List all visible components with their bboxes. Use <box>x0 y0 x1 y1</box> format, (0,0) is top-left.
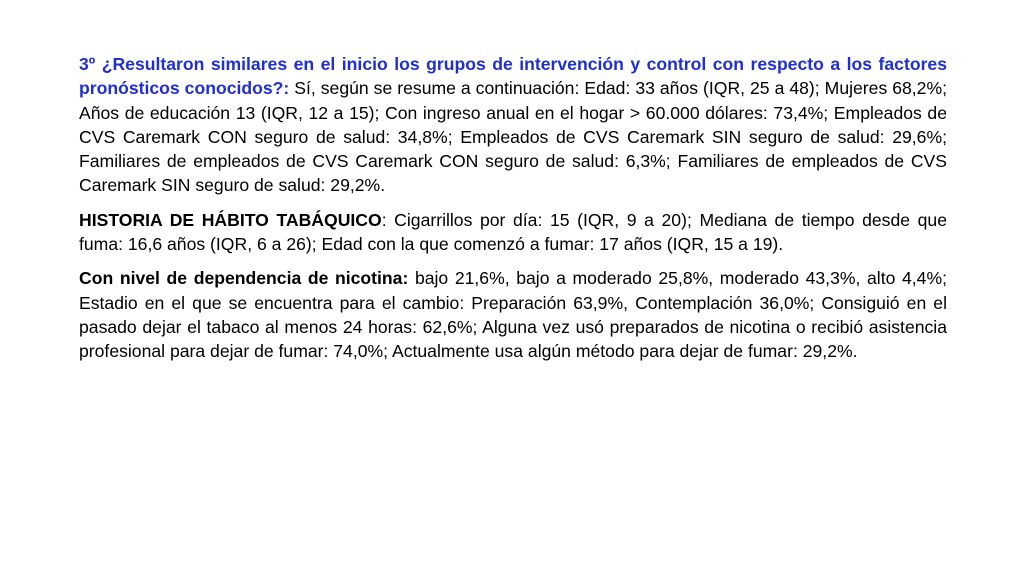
nicotine-dependence-heading: Con nivel de dependencia de nicotina: <box>79 268 409 289</box>
prognostic-factors-text: Sí, según se resume a continuación: Edad: 33 años (IQR, 25 a 48); Mujeres 68,2%; Años de educación 13 (IQR, 12 a 15); Con ingreso anual en el hogar > 60.000 dólares: 73,4%; Empleados de CVS Caremark CON seguro de salud: 34,8%; Empleados de CVS Caremark SIN seguro de salud: 29,6%; Familiares de empleados de CVS Caremark CON seguro de salud: 6,3%; Familiares de empleados de CVS Caremark SIN seguro de salud: 29,2%. <box>79 78 948 196</box>
question-heading: 3º ¿Resultaron similares en el inicio los grupos de intervención y control con respecto a los factores pronósticos conocidos?: <box>79 54 947 99</box>
smoking-history-text: : Cigarrillos por día: 15 (IQR, 9 a 20); Mediana de tiempo desde que fuma: 16,6 años (IQR, 6 a 26); Edad con la que comenzó a fumar: 17 años (IQR, 15 a 19). <box>79 209 947 255</box>
paragraph-nicotine-dependence <box>79 266 947 363</box>
nicotine-dependence-text: bajo 21,6%, bajo a moderado 25,8%, moderado 43,3%, alto 4,4%; Estadio en el que se encuentra para el cambio: Preparación 63,9%, Contemplación 36,0%; Consiguió en el pasado dejar el tabaco al menos 24 horas: 62,6%; Alguna vez usó preparados de nicotina o recibió asistencia profesional para dejar de fumar: 74,0%; Actualmente usa algún método para dejar de fumar: 29,2%. <box>79 268 947 362</box>
slide-body <box>79 52 947 374</box>
smoking-history-heading: HISTORIA DE HÁBITO TABÁQUICO <box>79 209 382 230</box>
paragraph-prognostic-factors <box>79 52 947 198</box>
paragraph-smoking-history <box>79 208 947 257</box>
